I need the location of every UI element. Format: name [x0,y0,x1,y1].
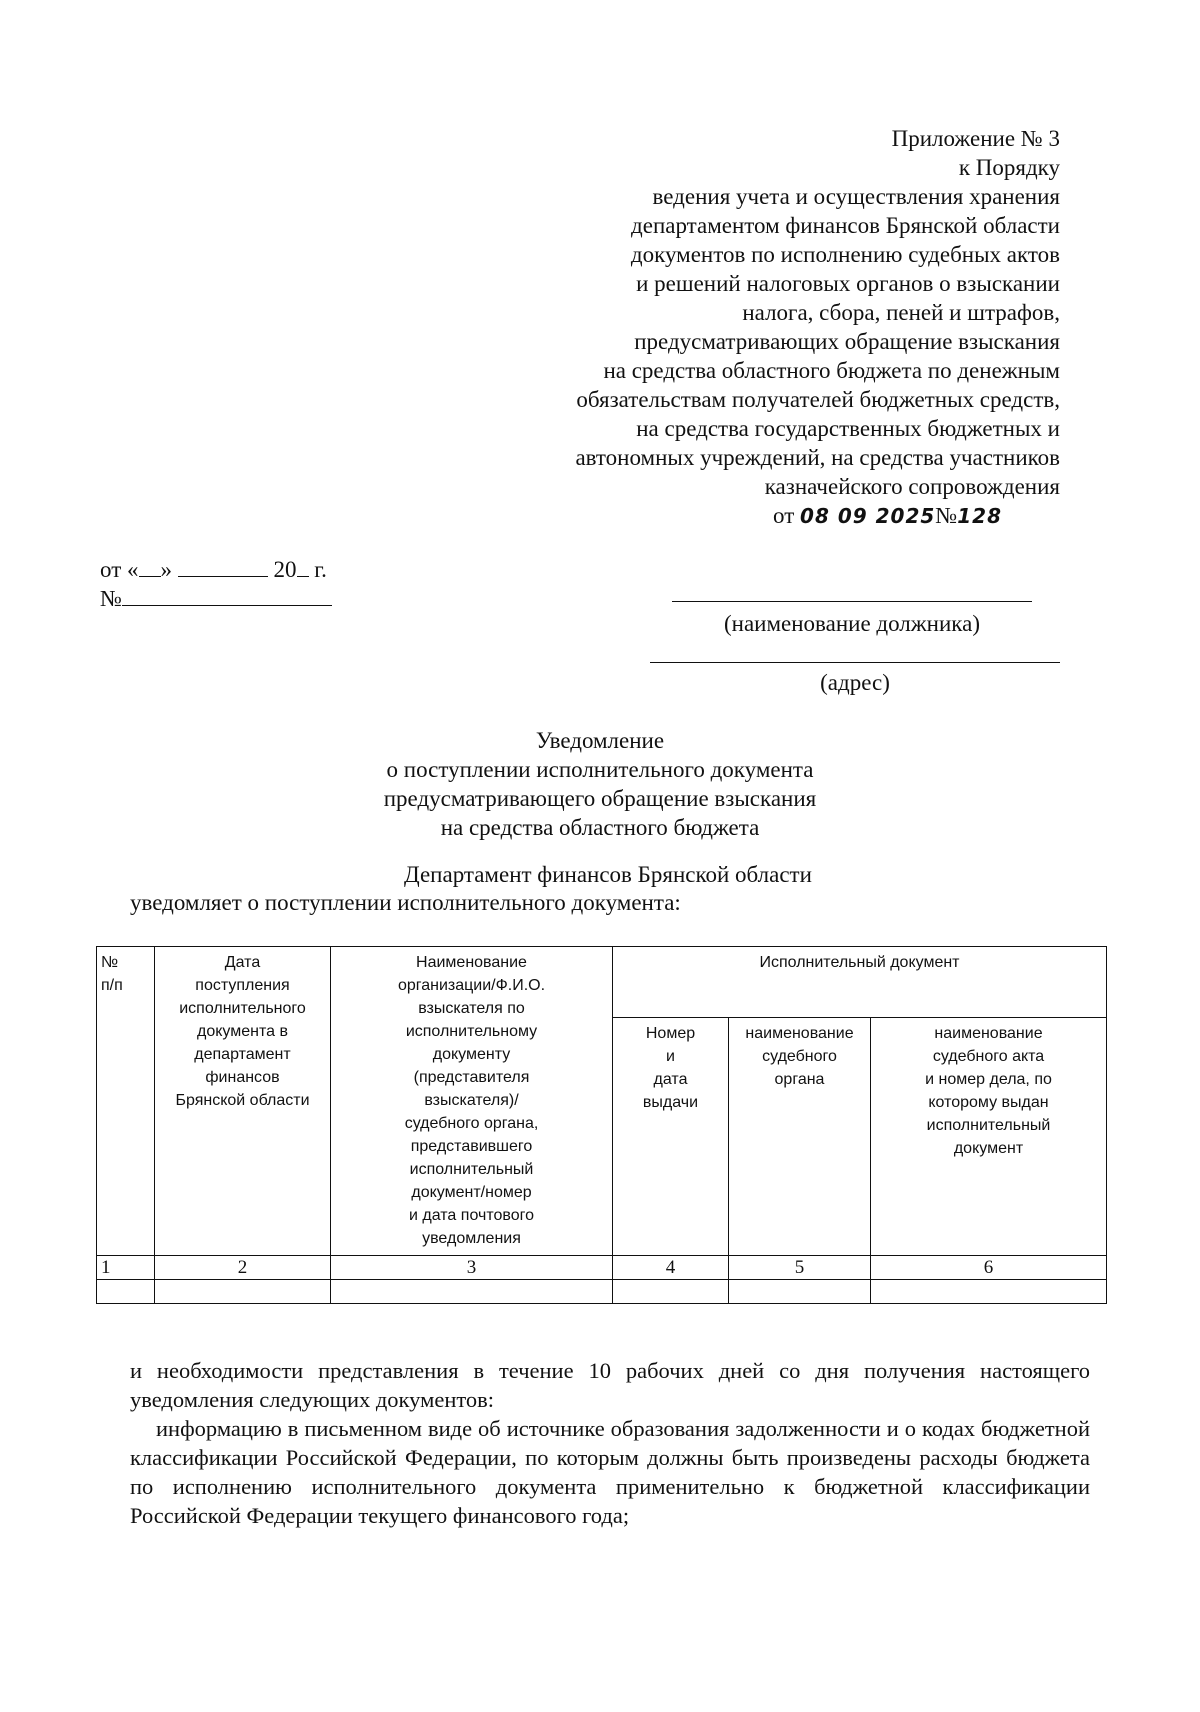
number-prefix: № [935,503,958,528]
number-sign: № [100,586,122,611]
title-line: Уведомление [535,728,665,753]
header-col-issue: Номер и дата выдачи [613,1018,729,1256]
empty-cell [155,1280,331,1304]
appendix-line: казначейского сопровождения [764,474,1060,499]
header-col-claimant: Наименование организации/Ф.И.О. взыскателя по исполнительному документу (представителя взыскателя)/ судебного органа, представившего исполнительный документ/номер и дата почтового уведомления [331,947,613,1256]
appendix-line: Приложение № 3 [891,126,1060,151]
year-blank [297,554,309,577]
appendix-line: к Порядку [958,155,1060,180]
form-number-line [100,583,332,613]
department-line: Департамент финансов Брянской области [404,862,812,887]
header-col-court: наименование судебного органа [729,1018,871,1256]
title-line: на средства областного бюджета [440,815,760,840]
month-blank [178,554,268,577]
appendix-line: на средства государственных бюджетных и [636,416,1060,441]
appendix-line: обязательствам получателей бюджетных средств, [576,387,1060,412]
appendix-header [420,124,1060,531]
empty-cell [729,1280,871,1304]
title-line: о поступлении исполнительного документа [386,757,814,782]
header-col-date: Дата поступления исполнительного документа в департамент финансов Брянской области [155,947,331,1256]
number-blank [122,583,332,606]
title-line: предусматривающего обращение взыскания [383,786,817,811]
date-from-label: от « [100,557,139,582]
date-close-label: » [160,557,172,582]
handwritten-number: 128 [957,504,1002,528]
column-number: 5 [729,1256,871,1280]
year-prefix: 20 [273,557,297,582]
debtor-caption: (наименование должника) [724,611,980,636]
appendix-line: документов по исполнению судебных актов [630,242,1060,267]
column-number: 1 [97,1256,155,1280]
appendix-line: автономных учреждений, на средства участников [575,445,1060,470]
header-group-exec-doc: Исполнительный документ [613,947,1107,1018]
appendix-line: департаментом финансов Брянской области [631,213,1060,238]
address-underline [650,662,1060,663]
column-number: 3 [331,1256,613,1280]
notify-line: уведомляет о поступлении исполнительного документа: [130,890,681,915]
header-col-act: наименование судебного акта и номер дела, по которому выдан исполнительный документ [871,1018,1107,1256]
empty-cell [331,1280,613,1304]
debtor-underline [672,601,1032,602]
column-number: 4 [613,1256,729,1280]
appendix-line: налога, сбора, пеней и штрафов, [742,300,1060,325]
empty-cell [871,1280,1107,1304]
header-col-number: № п/п [97,947,155,1256]
document-table [96,946,1107,1304]
empty-cell [613,1280,729,1304]
handwritten-date: 08 09 2025 [800,504,936,528]
appendix-line: предусматривающих обращение взыскания [634,329,1060,354]
appendix-line: ведения учета и осуществления хранения [652,184,1060,209]
appendix-line: на средства областного бюджета по денежным [603,358,1060,383]
appendix-date-line [420,501,1060,531]
column-number: 6 [871,1256,1107,1280]
appendix-line: и решений налоговых органов о взыскании [636,271,1060,296]
body-paragraph-2: информацию в письменном виде об источнике образования задолженности и о кодах бюджетной классификации Российской Федерации, по которым должны быть произведены расходы бюджета по исполнению исполнительного документа применительно к бюджетной классификации Российской Федерации текущего финансового года; [130,1416,1090,1528]
day-blank [139,554,161,577]
column-number: 2 [155,1256,331,1280]
empty-cell [97,1280,155,1304]
form-date-line [100,554,327,584]
year-suffix: г. [314,557,327,582]
body-paragraph-1: и необходимости представления в течение 10 рабочих дней со дня получения настоящего уведомления следующих документов: [130,1358,1090,1412]
notice-title [300,726,900,842]
address-caption: (адрес) [820,670,890,695]
date-prefix: от [773,503,795,528]
